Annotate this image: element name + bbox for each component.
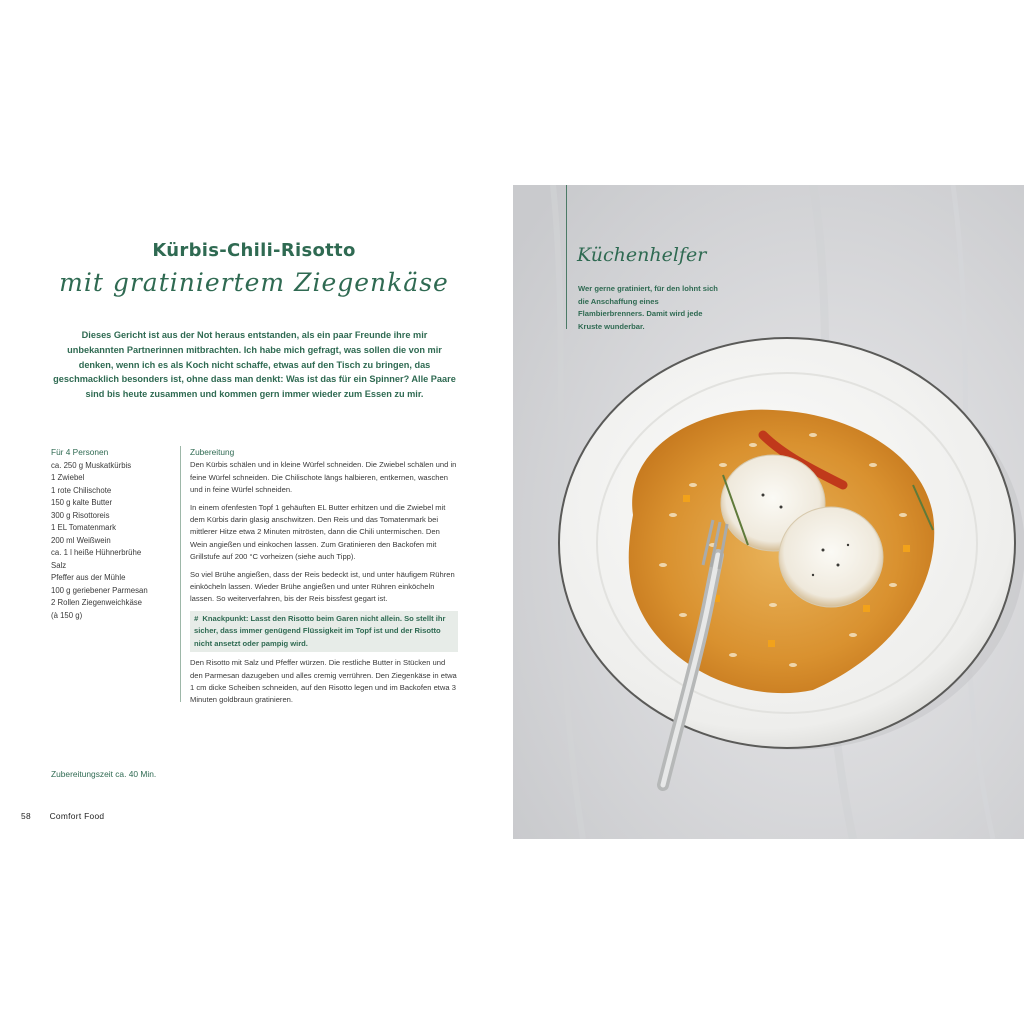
ingredients-heading: Für 4 Personen xyxy=(51,447,109,457)
sidebar-rule xyxy=(566,185,567,329)
preparation-heading: Zubereitung xyxy=(190,447,235,457)
preparation-step: So viel Brühe angießen, dass der Reis bedeckt ist, und unter häufigem Rühren einköcheln lassen. Wieder Brühe angießen und unter Rühren einköcheln lassen. So weiterverfahren, bis der Reis bissfest gegart ist. xyxy=(190,569,455,604)
ingredient-item: 2 Rollen Ziegenweichkäse xyxy=(51,598,143,607)
ingredient-item: (à 150 g) xyxy=(51,610,83,620)
tip-label: Knackpunkt: xyxy=(202,613,249,623)
recipe-title: Kürbis-Chili-Risotto xyxy=(152,240,356,261)
ingredient-item: 1 rote Chilischote xyxy=(51,485,112,495)
tip-box xyxy=(190,611,458,652)
sidebar-title: Küchenhelfer xyxy=(577,244,707,266)
ingredient-item: 300 g Risottoreis xyxy=(51,510,110,520)
preparation-step: In einem ofenfesten Topf 1 gehäuften EL Butter erhitzen und die Zwiebel mit dem Kürbis darin glasig anschwitzen. Den Reis und das Tomatenmark bei mittlerer Hitze etwa 2 Minuten mitrösten, dann die Chili untermischen. Den Wein angießen und einkochen lassen. Zum Gratinieren den Backofen mit Grillstufe auf 200 °C vorheizen (siehe auch Tipp). xyxy=(190,502,446,562)
ingredients-block xyxy=(51,446,179,622)
ingredient-item: 150 g kalte Butter xyxy=(51,498,113,507)
prep-time: Zubereitungszeit ca. 40 Min. xyxy=(51,769,157,779)
ingredients-list xyxy=(51,460,179,623)
preparation-step: Den Kürbis schälen und in kleine Würfel schneiden. Die Zwiebel schälen und in feine Würfel schneiden. Die Chilischote längs halbieren, entkernen, waschen und in feine Würfel schneiden. xyxy=(190,460,457,495)
recipe-subtitle: mit gratiniertem Ziegenkäse xyxy=(59,268,449,297)
tip-text: Lasst den Risotto beim Garen nicht allein. So stellt ihr sicher, dass immer genügend Flüssigkeit im Topf ist und der Risotto nicht ansetzt oder pampig wird. xyxy=(194,613,446,648)
ingredient-item: 200 ml Weißwein xyxy=(51,535,111,545)
preparation-block xyxy=(190,446,458,712)
ingredient-item: ca. 250 g Muskatkürbis xyxy=(51,460,132,470)
ingredient-item: Salz xyxy=(51,560,67,570)
ingredient-item: Pfeffer aus der Mühle xyxy=(51,573,126,582)
ingredient-item: ca. 1 l heiße Hühnerbrühe xyxy=(51,548,142,557)
page-number: 58 xyxy=(21,811,31,821)
section-name: Comfort Food xyxy=(49,811,105,821)
ingredient-item: 100 g geriebener Parmesan xyxy=(51,585,148,595)
recipe-intro: Dieses Gericht ist aus der Not heraus entstanden, als ein paar Freunde ihre mir unbekannten Partnerinnen mitbrachten. Ich habe mich gefragt, was sollen die von mir denken, wenn ich es als Koch nicht schaffe, etwas auf den Tisch zu bringen, das geschmacklich besonders ist, ohne dass man denkt: Was ist das für ein Spinner? Alle Paare sind bis heute zusammen und kommen gern immer wieder zum Essen zu mir. xyxy=(53,330,456,400)
page-footer xyxy=(21,811,104,821)
ingredient-item: 1 EL Tomatenmark xyxy=(51,523,117,532)
ingredient-item: 1 Zwiebel xyxy=(51,473,85,482)
sidebar-text: Wer gerne gratiniert, für den lohnt sich die Anschaffung eines Flambierbrenners. Damit wird jede Kruste wunderbar. xyxy=(578,284,718,331)
hashtag-icon: # xyxy=(194,613,199,623)
preparation-step: Den Risotto mit Salz und Pfeffer würzen. Die restliche Butter in Stücken und den Parmesan dazugeben und alles cremig verrühren. Den Ziegenkäse in etwa 1 cm dicke Scheiben schneiden, auf den Risotto legen und im Backofen etwa 3 Minuten goldbraun gratinieren. xyxy=(190,658,457,705)
column-divider xyxy=(180,446,181,702)
